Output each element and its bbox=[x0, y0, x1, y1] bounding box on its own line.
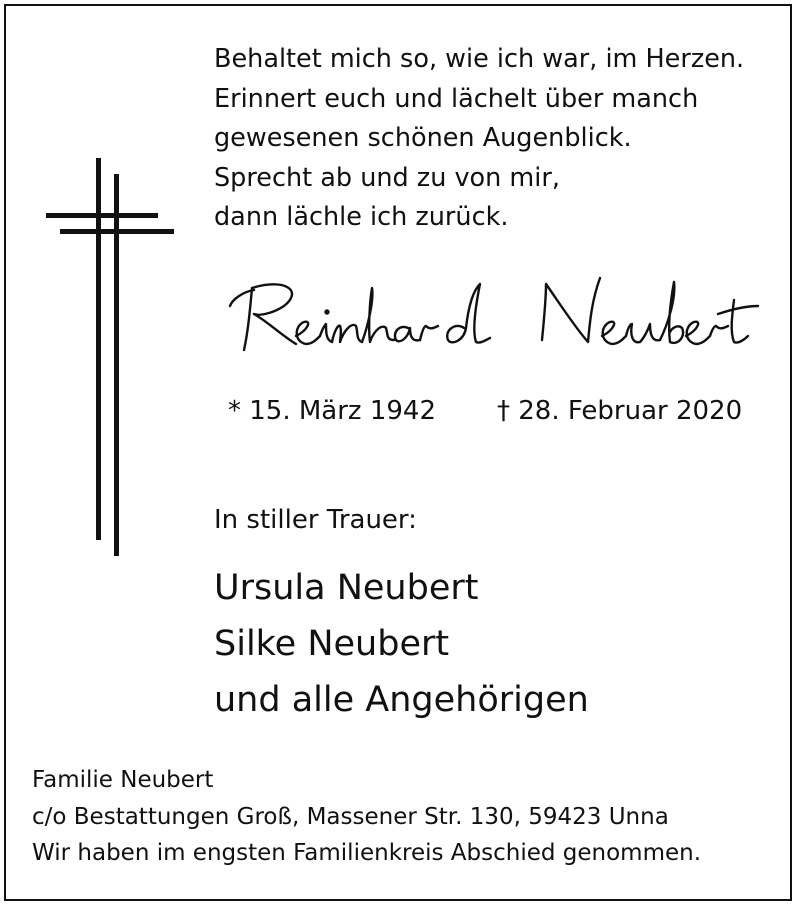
poem-line: gewesenen schönen Augenblick. bbox=[214, 123, 632, 153]
contact-note: Wir haben im engsten Familienkreis Abschied genommen. bbox=[32, 840, 702, 866]
contact-block bbox=[32, 762, 701, 872]
mourner: und alle Angehörigen bbox=[214, 680, 589, 720]
contact-family: Familie Neubert bbox=[32, 767, 214, 793]
mourner: Ursula Neubert bbox=[214, 568, 479, 608]
poem bbox=[214, 40, 744, 238]
poem-line: Erinnert euch und lächelt über manch bbox=[214, 83, 699, 114]
poem-line: Behaltet mich so, wie ich war, im Herzen. bbox=[214, 44, 745, 74]
poem-line: Sprecht ab und zu von mir, bbox=[214, 162, 560, 193]
mourning-heading: In stiller Trauer: bbox=[214, 505, 417, 535]
contact-address: c/o Bestattungen Groß, Massener Str. 130, 59423 Unna bbox=[32, 803, 669, 830]
birth-date: * 15. März 1942 bbox=[228, 396, 437, 426]
death-date: † 28. Februar 2020 bbox=[497, 396, 743, 426]
signature-reinhard-neubert bbox=[224, 270, 764, 360]
mourner: Silke Neubert bbox=[214, 624, 450, 664]
poem-line: dann lächle ich zurück. bbox=[214, 202, 509, 232]
mourners-list bbox=[214, 560, 589, 728]
